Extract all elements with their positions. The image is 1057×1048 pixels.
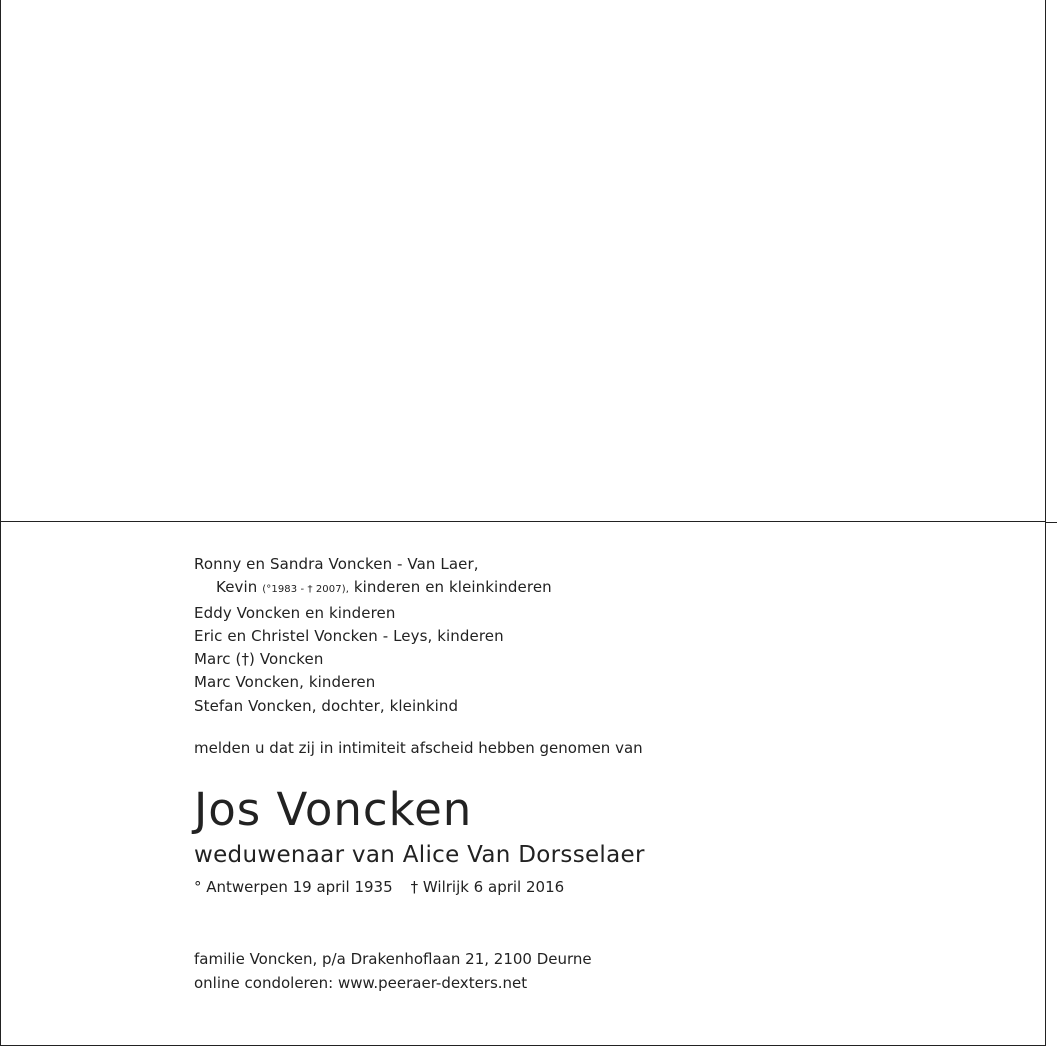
kevin-dates: (°1983 - † 2007), [262, 584, 349, 596]
birth-date: ° Antwerpen 19 april 1935 [194, 878, 393, 897]
death-date: † Wilrijk 6 april 2016 [410, 878, 565, 897]
family-line-marc: Marc Voncken, kinderen [194, 673, 376, 692]
family-line-eric: Eric en Christel Voncken - Leys, kinderen [194, 626, 504, 645]
family-address: familie Voncken, p/a Drakenhoflaan 21, 2100 Deurne [194, 950, 592, 969]
announcement-sentence: melden u dat zij in intimiteit afscheid hebben genomen van [194, 739, 643, 758]
kevin-name: Kevin [216, 578, 258, 597]
life-dates [194, 876, 1014, 898]
family-line-kevin [194, 576, 1014, 601]
online-condolences: online condoleren: www.peeraer-dexters.net [194, 974, 528, 993]
family-list [194, 553, 1014, 718]
family-line-eddy: Eddy Voncken en kinderen [194, 603, 396, 622]
card-front-panel [0, 0, 1046, 522]
kevin-relation: kinderen en kleinkinderen [353, 578, 552, 597]
family-line-marc-deceased: Marc (†) Voncken [194, 650, 324, 669]
deceased-spouse: weduwenaar van Alice Van Dorsselaer [194, 842, 645, 869]
deceased-name: Jos Voncken [194, 783, 473, 837]
contact-footer [194, 947, 1014, 995]
family-line-stefan: Stefan Voncken, dochter, kleinkind [194, 696, 459, 715]
fold-line-mark [1046, 522, 1057, 523]
announcement-text-block [194, 553, 1014, 995]
family-line-ronny: Ronny en Sandra Voncken - Van Laer, [194, 555, 479, 573]
